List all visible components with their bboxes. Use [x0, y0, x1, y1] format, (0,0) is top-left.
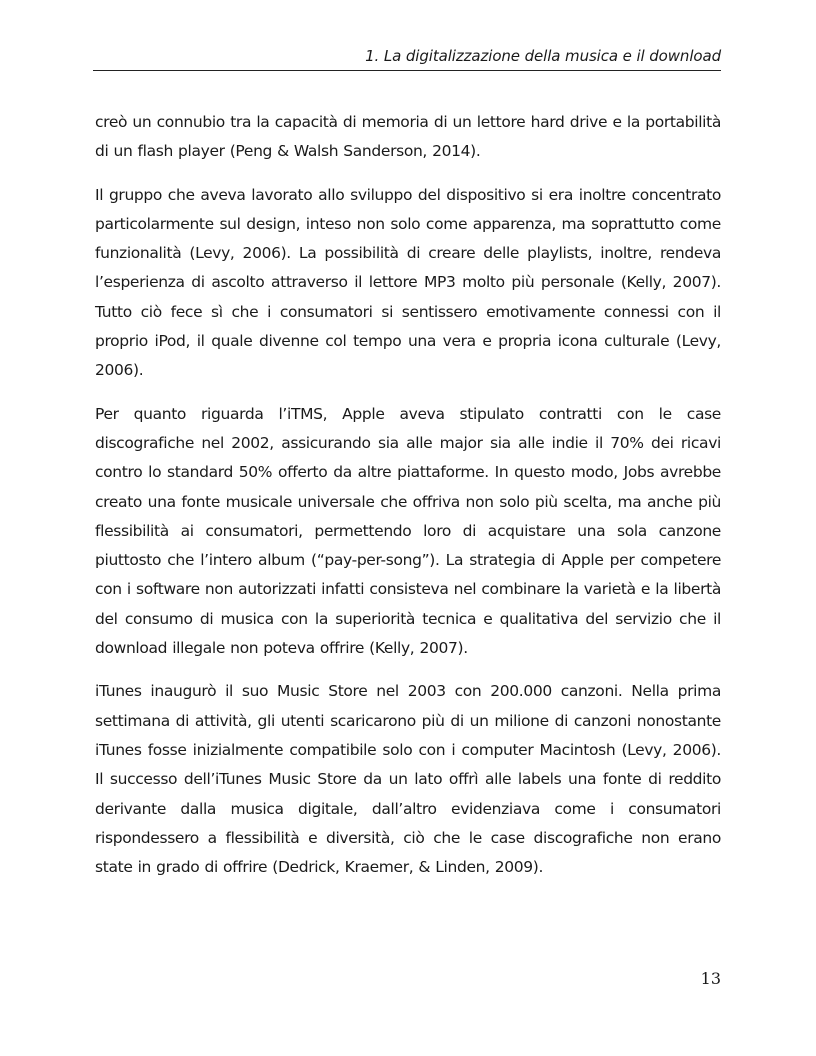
running-header — [93, 46, 721, 71]
body-text — [95, 108, 721, 896]
running-header-title: 1. La digitalizzazione della musica e il download — [365, 47, 721, 65]
paragraph-4: iTunes inaugurò il suo Music Store nel 2003 con 200.000 canzoni. Nella prima settimana di attività, gli utenti scaricarono più di un milione di canzoni nonostante iTunes fosse inizialmente compatibile solo con i computer Macintosh (Levy, 2006). Il successo dell’iTunes Music Store da un lato offrì alle labels una fonte di reddito derivante dalla musica digitale, dall’altro evidenziava come i consumatori rispondessero a flessibilità e diversità, ciò che le case discografiche non erano state in grado di offrire (Dedrick, Kraemer, & Linden, 2009). — [95, 682, 721, 877]
paragraph-3: Per quanto riguarda l’iTMS, Apple aveva stipulato contratti con le case discografiche nel 2002, assicurando sia alle major sia alle indie il 70% dei ricavi contro lo standard 50% offerto da altre piattaforme. In questo modo, Jobs avrebbe creato una fonte musicale universale che offriva non solo più scelta, ma anche più flessibilità ai consumatori, permettendo loro di acquistare una sola canzone piuttosto che l’intero album (“pay-per-song”). La strategia di Apple per competere con i software non autorizzati infatti consisteva nel combinare la varietà e la libertà del consumo di musica con la superiorità tecnica e qualitativa del servizio che il download illegale non poteva offrire (Kelly, 2007). — [95, 404, 721, 658]
paragraph-2: Il gruppo che aveva lavorato allo sviluppo del dispositivo si era inoltre concentrato particolarmente sul design, inteso non solo come apparenza, ma soprattutto come funzionalità (Levy, 2006). La possibilità di creare delle playlists, inoltre, rendeva l’esperienza di ascolto attraverso il lettore MP3 molto più personale (Kelly, 2007). Tutto ciò fece sì che i consumatori si sentissero emotivamente connessi con il proprio iPod, il quale divenne col tempo una vera e propria icona culturale (Levy, 2006). — [95, 185, 721, 380]
page-number: 13 — [700, 969, 721, 988]
paragraph-1: creò un connubio tra la capacità di memoria di un lettore hard drive e la portabilità di un flash player (Peng & Walsh Sanderson, 2014). — [95, 113, 721, 161]
